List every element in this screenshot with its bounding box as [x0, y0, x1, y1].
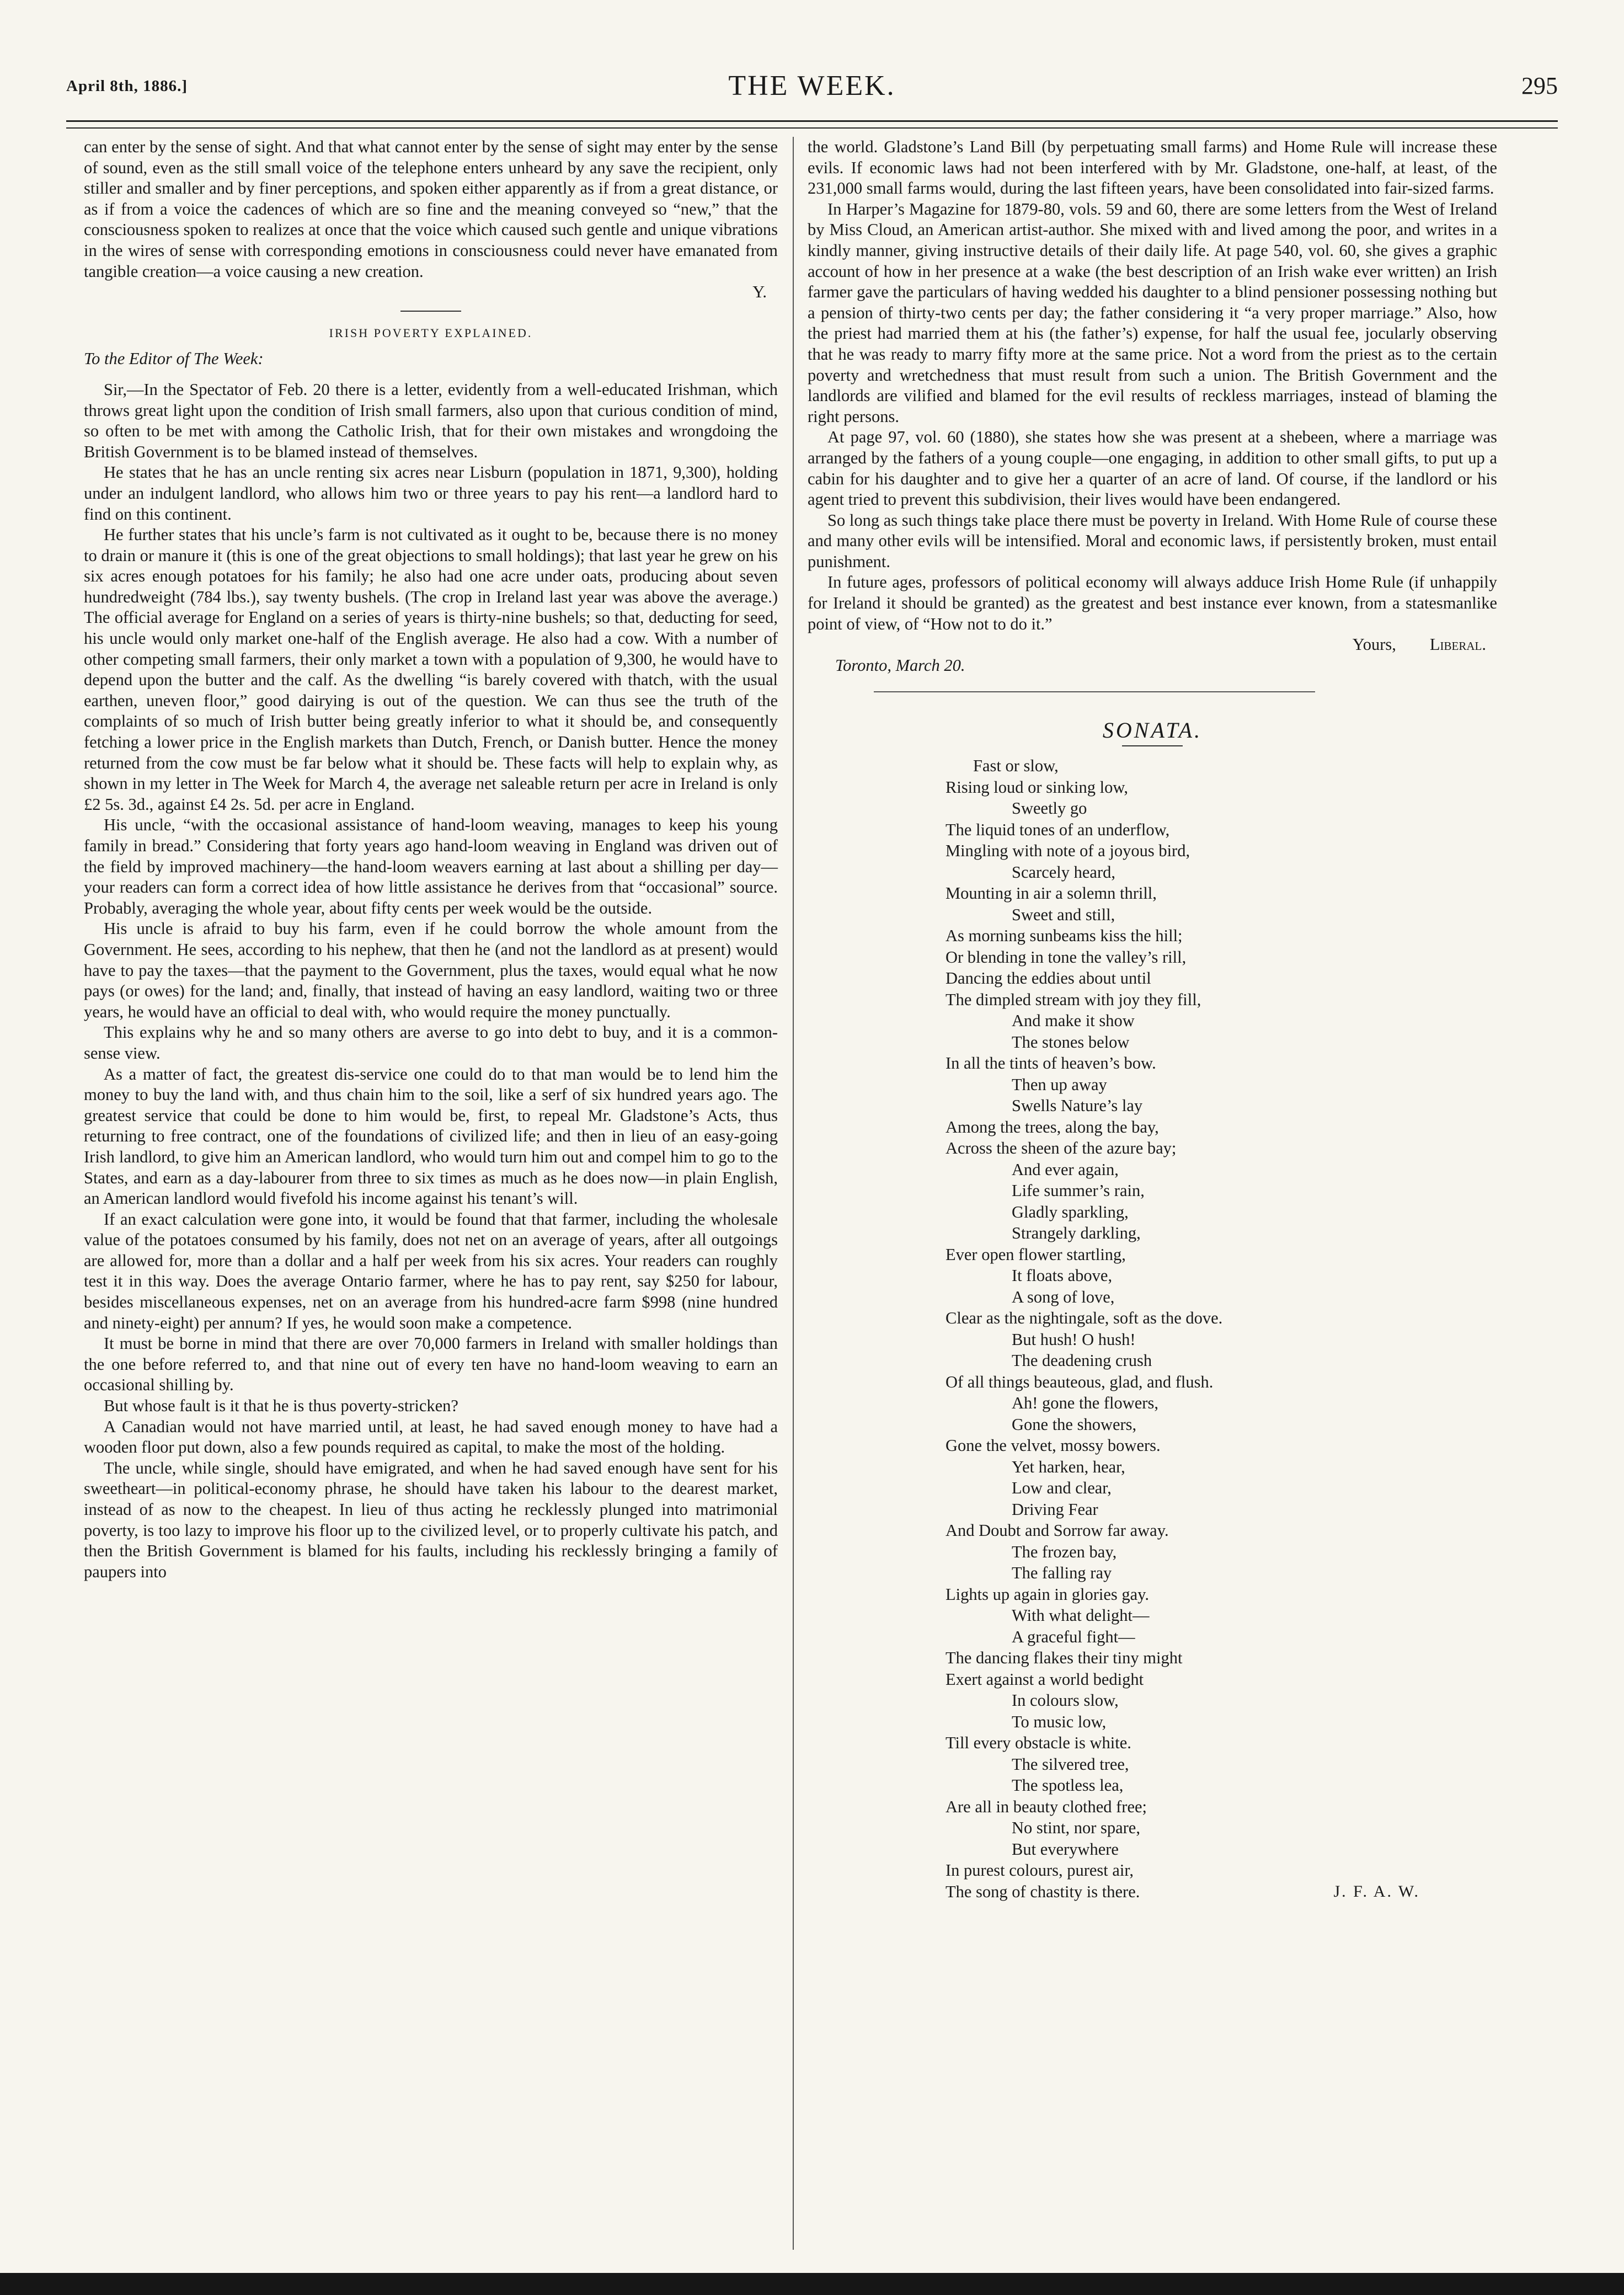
poem-line: Mingling with note of a joyous bird,	[945, 841, 1190, 861]
poem-line: Scarcely heard,	[1012, 862, 1115, 882]
poem-line: The deadening crush	[1012, 1351, 1152, 1370]
letter-paragraph: But whose fault is it that he is thus poverty-stricken?	[104, 1396, 458, 1416]
section-divider	[400, 311, 461, 312]
poem-line: To music low,	[1012, 1712, 1107, 1731]
poem-line: In colours slow,	[1012, 1691, 1119, 1710]
poem-line: But hush! O hush!	[1012, 1330, 1136, 1349]
poem-line: Sweetly go	[1012, 799, 1087, 818]
poem-signature: J. F. A. W.	[1333, 1882, 1420, 1901]
letter-paragraph: In Harper’s Magazine for 1879-80, vols. 59 and 60, there are some letters from the West of Ireland by Miss Cloud, an American artist-author. She mixed with and lived among the poor, and writes in a kindly manner, giving instructive details of their daily life. At page 540, vol. 60, she gives a graphic account of how in her presence at a wake (the best description of an Irish wake ever written) an Irish farmer gave the particulars of having wedded his daughter to a blind pensioner possessing nothing but a pension of thirty-two cents per day; the father considering it “a very proper marriage.” Also, how the priest had married them at his (the father’s) expense, for half the usual fee, jocularly observing that he was ready to marry fifty more at the same price. Not a word from the priest as to the certain poverty and wretchedness that must result from such a union. The British Government and the landlords are vilified and blamed for the evil results of reckless marriages, instead of blaming the right persons.	[808, 199, 1497, 426]
letter-paragraph: It must be borne in mind that there are over 70,000 farmers in Ireland with smaller holdings than the one before referred to, and that nine out of every ten have no hand-loom weaving to earn an occasional shilling by.	[84, 1334, 778, 1395]
poem-line: Fast or slow,	[973, 756, 1059, 776]
letter-closing	[808, 634, 1497, 655]
poem-line: The frozen bay,	[1012, 1542, 1117, 1561]
letter-paragraph: If an exact calculation were gone into, it would be found that that farmer, including the wholesale value of the potatoes consumed by his family, does not net on an average of years, after all outgoings are allowed for, more than a dollar and a half per week from his six acres. Your readers can roughly test it in this way. Does the average Ontario farmer, where he has to pay rent, say $250 for labour, besides miscellaneous expenses, net on an average from his hundred-acre farm $998 (nine hundred and ninety-eight) per annum? If yes, he would soon make a competence.	[84, 1209, 778, 1332]
scan-edge	[0, 2273, 1624, 2295]
poem-line: Low and clear,	[1012, 1479, 1112, 1498]
letter-heading: IRISH POVERTY EXPLAINED.	[329, 325, 533, 340]
header-rule	[66, 120, 1558, 129]
poem-line: Mounting in air a solemn thrill,	[945, 884, 1157, 903]
poem-line: A song of love,	[1012, 1287, 1115, 1306]
poem-line: With what delight—	[1012, 1606, 1150, 1625]
closing-signature: Liberal.	[1429, 635, 1486, 654]
poem-line: Strangely darkling,	[1012, 1224, 1141, 1243]
poem-line: Rising loud or sinking low,	[945, 777, 1129, 797]
poem-line: Exert against a world bedight	[945, 1669, 1144, 1689]
poem-line: Gone the velvet, mossy bowers.	[945, 1436, 1161, 1455]
letter-paragraph: So long as such things take place there must be poverty in Ireland. With Home Rule of course these and many other evils will be intensified. Moral and economic laws, if persistently broken, must entail punishment.	[808, 510, 1497, 571]
opening-paragraph: can enter by the sense of sight. And that what cannot enter by the sense of sight may enter by the sense of sound, even as the still small voice of the telephone enters unheard by any save the recipient, only stiller and smaller and by finer perceptions, and spoken either apparently as if from a great distance, or as if from a voice the cadences of which are so fine and the meaning conveyed so “new,” that the consciousness spoken to realizes at once that the voice which caused such gentle and unique vibrations in the wires of sense with corresponding emotions in consciousness could never have emanated from tangible creation—a voice causing a new creation.	[84, 137, 778, 281]
poem-line: The stones below	[1012, 1032, 1130, 1052]
poem-line: Sweet and still,	[1012, 905, 1115, 924]
poem-line: Among the trees, along the bay,	[945, 1117, 1159, 1136]
poem-line: The song of chastity is there.	[945, 1882, 1140, 1901]
poem-line: The liquid tones of an underflow,	[945, 820, 1170, 839]
poem-line: A graceful fight—	[1012, 1627, 1135, 1646]
poem-section	[808, 720, 1497, 1902]
letter-paragraph: The uncle, while single, should have emigrated, and when he had saved enough have sent for his sweetheart—in political-economy phrase, he should have taken his labour to the dearest market, instead of as now to the cheapest. In lieu of thus acting he recklessly plunged into matrimonial poverty, is too lazy to improve his floor up to the civilized level, or to properly cultivate his patch, and then the British Government is blamed for his faults, including his recklessly bringing a family of paupers into	[84, 1458, 778, 1581]
letter-salutation: To the Editor of The Week:	[84, 349, 264, 369]
poem-line: Dancing the eddies about until	[945, 969, 1151, 988]
poem-line: Ah! gone the flowers,	[1012, 1394, 1158, 1413]
poem-line: Life summer’s rain,	[1012, 1181, 1145, 1200]
poem-line: Ever open flower startling,	[945, 1245, 1126, 1264]
letter-paragraph: He further states that his uncle’s farm is not cultivated as it ought to be, because there is no money to drain or manure it (this is one of the great objections to small holdings); that last year he grew on his six acres enough potatoes for his family; he also had one acre under oats, producing about seven hundredweight (784 lbs.), say twenty bushels. (The crop in Ireland last year was above the average.) The official average for England on a series of years is thirty-nine bushels; so that, deducting for seed, his uncle would only market one-half of the English average. He also had a cow. With a number of other competing small farmers, their only market a town with a population of 9,300, he would have to depend upon the butter and the calf. As the dwelling “is barely covered with thatch, with the usual earthen, uneven floor,” good dairying is out of the question. We can thus see the truth of the complaints of so much of Irish butter being greatly inferior to what it should be, and consequently fetching a lower price in the English markets than Dutch, French, or Danish butter. Hence the money returned from the cow must be far below what it should be. These facts will help to explain why, as shown in my letter in The Week for March 4, the average net saleable return per acre in Ireland is only £2 5s. 3d., against £4 2s. 5d. per acre in England.	[84, 525, 778, 814]
letter-paragraph: At page 97, vol. 60 (1880), she states how she was present at a shebeen, where a marriage was arranged by the fathers of a young couple—one engaging, in addition to other small gifts, to put up a cabin for his daughter and to give her a quarter of an acre of land. Of course, if the landlord or his agent tried to prevent this subdivision, their lives would have been endangered.	[808, 428, 1497, 509]
poem-line: Gladly sparkling,	[1012, 1202, 1129, 1221]
poem-line: Lights up again in glories gay.	[945, 1584, 1150, 1604]
poem-line: Driving Fear	[1012, 1499, 1098, 1519]
poem-line: It floats above,	[1012, 1266, 1113, 1285]
poem-line: Swells Nature’s lay	[1012, 1096, 1143, 1116]
poem-line: Or blending in tone the valley’s rill,	[945, 947, 1187, 967]
publication-title: THE WEEK.	[728, 70, 896, 102]
poem-line: The silvered tree,	[1012, 1754, 1129, 1774]
letter-paragraph: His uncle, “with the occasional assistance of hand-loom weaving, manages to keep his young family in bread.” Considering that forty years ago hand-loom weaving in England was driven out of the field by improved machinery—the hand-loom weavers earning at last about a shilling per day—your readers can form a correct idea of how little assistance he derives from that “occasional” source. Probably, averaging the whole year, about fifty cents per week would be the outside.	[84, 815, 778, 917]
poem-line: Gone the showers,	[1012, 1415, 1137, 1434]
letter-paragraph: This explains why he and so many others are averse to go into debt to buy, and it is a common-sense view.	[84, 1023, 778, 1063]
poem-line: No stint, nor spare,	[1012, 1818, 1140, 1838]
issue-date: April 8th, 1886.]	[66, 77, 188, 95]
poem-line: The spotless lea,	[1012, 1776, 1124, 1795]
letter-paragraph: the world. Gladstone’s Land Bill (by perpetuating small farms) and Home Rule will increase these evils. If economic laws had not been interfered with by Mr. Gladstone, one-half, at least, of the 231,000 small farms would, during the last fifteen years, have been consolidated into fair-sized farms.	[808, 137, 1497, 198]
left-column	[84, 137, 778, 1582]
poem-body	[945, 755, 1497, 1902]
poem-separator	[874, 691, 1315, 692]
poem-line: Then up away	[1012, 1075, 1107, 1094]
letter-paragraph: He states that he has an uncle renting six acres near Lisburn (population in 1871, 9,300), holding under an indulgent landlord, who allows him two or three years to pay his rent—a landlord hard to find on this continent.	[84, 463, 778, 524]
poem-line: Yet harken, hear,	[1012, 1457, 1125, 1476]
letter-dateline: Toronto, March 20.	[835, 655, 965, 675]
poem-line: Are all in beauty clothed free;	[945, 1797, 1147, 1816]
page-number: 295	[1521, 72, 1558, 99]
poem-line: The falling ray	[1012, 1563, 1112, 1583]
poem-line: In purest colours, purest air,	[945, 1861, 1134, 1880]
poem-line: Of all things beauteous, glad, and flush.	[945, 1372, 1214, 1391]
poem-line: The dimpled stream with joy they fill,	[945, 990, 1201, 1009]
right-column	[808, 137, 1497, 1902]
poem-line: And make it show	[1012, 1011, 1135, 1031]
poem-line: Clear as the nightingale, soft as the dove.	[945, 1309, 1223, 1328]
opening-signature: Y.	[752, 282, 767, 302]
poem-title: SONATA.	[1102, 718, 1203, 743]
letter-body-right	[808, 137, 1497, 634]
poem-title-rule	[1122, 745, 1183, 746]
poem-line: And Doubt and Sorrow far away.	[945, 1521, 1169, 1540]
column-rule	[793, 137, 794, 2250]
letter-paragraph: In future ages, professors of political economy will always adduce Irish Home Rule (if unhappily for Ireland it should be granted) as the greatest and best instance ever known, from a statesmanlike point of view, of “How not to do it.”	[808, 573, 1497, 633]
poem-line: But everywhere	[1012, 1839, 1119, 1859]
poem-line: And ever again,	[1012, 1160, 1119, 1179]
letter-paragraph: As a matter of fact, the greatest dis-service one could do to that man would be to lend him the money to buy the land with, and thus chain him to the soil, like a serf of six hundred years ago. The greatest service that could be done to him would be, first, to repeal Mr. Gladstone’s Acts, thus returning to free contract, one of the foundations of civilized life; and then in lieu of an easy-going Irish landlord, to give him an American landlord, who would turn him out and compel him to go to the States, and earn as a day-labourer from three to six times as much as he does now—in plain English, an American landlord would fivefold his income against his tenant’s will.	[84, 1064, 778, 1208]
poem-line: Across the sheen of the azure bay;	[945, 1139, 1177, 1158]
letter-paragraph: A Canadian would not have married until, at least, he had saved enough money to have had a wooden floor put down, also a few pounds required as capital, to make the most of the holding.	[84, 1417, 778, 1457]
poem-line: Till every obstacle is white.	[945, 1733, 1131, 1753]
page-header	[66, 72, 1558, 110]
letter-paragraph: Sir,—In the Spectator of Feb. 20 there is a letter, evidently from a well-educated Irishman, which throws great light upon the condition of Irish small farmers, also upon that curious condition of mind, so often to be met with among the Catholic Irish, that for their own mistakes and wrongdoing the British Government is to be blamed instead of themselves.	[84, 380, 778, 461]
letter-paragraph: His uncle is afraid to buy his farm, even if he could borrow the whole amount from the Government. He sees, according to his nephew, that then he (and not the landlord as at present) would have to pay the taxes—that the payment to the Government, plus the taxes, would equal what he now pays (or owes) for the land; and, finally, that instead of having an easy landlord, waiting two or three years, he would have an official to deal with, who would require the money punctually.	[84, 919, 778, 1021]
poem-line: As morning sunbeams kiss the hill;	[945, 926, 1183, 946]
poem-line: In all the tints of heaven’s bow.	[945, 1054, 1156, 1073]
poem-line: The dancing flakes their tiny might	[945, 1648, 1183, 1668]
letter-body-left	[84, 380, 778, 1582]
closing-yours: Yours,	[1352, 635, 1396, 654]
